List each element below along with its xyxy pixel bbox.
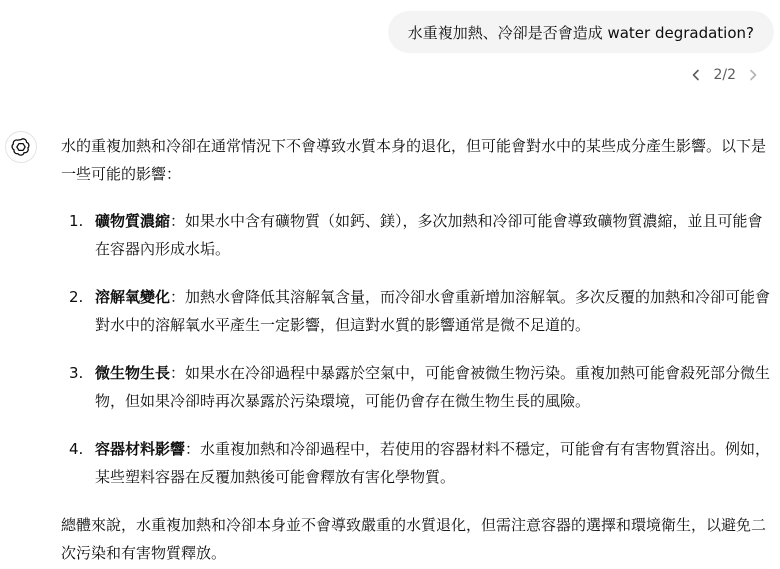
list-item-title: 礦物質濃縮 (95, 212, 171, 230)
list-item (61, 435, 773, 491)
chevron-right-icon[interactable] (746, 65, 760, 85)
assistant-avatar (5, 131, 37, 163)
list-item (61, 359, 773, 415)
list-item-text: ：如果水在冷卻過程中暴露於空氣中，可能會被微生物污染。重複加熱可能會殺死部分微生物，但如果冷卻時再次暴露於污染環境，可能仍會存在微生物生長的風險。 (95, 364, 771, 410)
list-item-number: 1. (69, 212, 84, 230)
list-item (61, 207, 773, 263)
user-message-text: 水重複加熱、冷卻是否會造成 water degradation? (407, 23, 754, 42)
list-item-text: ：水重複加熱和冷卻過程中，若使用的容器材料不穩定，可能會有有害物質溶出。例如，某些塑料容器在反覆加熱後可能會釋放有害化學物質。 (95, 440, 771, 486)
response-pager (689, 65, 760, 85)
list-item-text: ：如果水中含有礦物質（如鈣、鎂），多次加熱和冷卻可能會導致礦物質濃縮，並且可能會在容器內形成水垢。 (95, 212, 763, 258)
list-item-title: 溶解氧變化 (95, 288, 171, 306)
answer-conclusion: 總體來說，水重複加熱和冷卻本身並不會導致嚴重的水質退化，但需注意容器的選擇和環境衛生，以避免二次污染和有害物質釋放。 (61, 516, 767, 562)
pager-count: 2/2 (713, 67, 736, 83)
impact-list (61, 207, 773, 491)
list-item-number: 4. (69, 440, 84, 458)
chevron-left-icon[interactable] (689, 65, 703, 85)
user-message-bubble (388, 11, 774, 53)
answer-intro: 水的重複加熱和冷卻在通常情況下不會導致水質本身的退化，但可能會對水中的某些成分產生影響。以下是一些可能的影響： (61, 137, 767, 183)
list-item-title: 容器材料影響 (95, 440, 186, 458)
list-item-title: 微生物生長 (95, 364, 171, 382)
list-item-number: 2. (69, 288, 84, 306)
list-item (61, 283, 773, 339)
assistant-message (61, 132, 773, 567)
list-item-number: 3. (69, 364, 84, 382)
openai-logo-icon (11, 137, 31, 157)
list-item-text: ：加熱水會降低其溶解氧含量，而冷卻水會重新增加溶解氧。多次反覆的加熱和冷卻可能會對水中的溶解氧水平產生一定影響，但這對水質的影響通常是微不足道的。 (95, 288, 771, 334)
